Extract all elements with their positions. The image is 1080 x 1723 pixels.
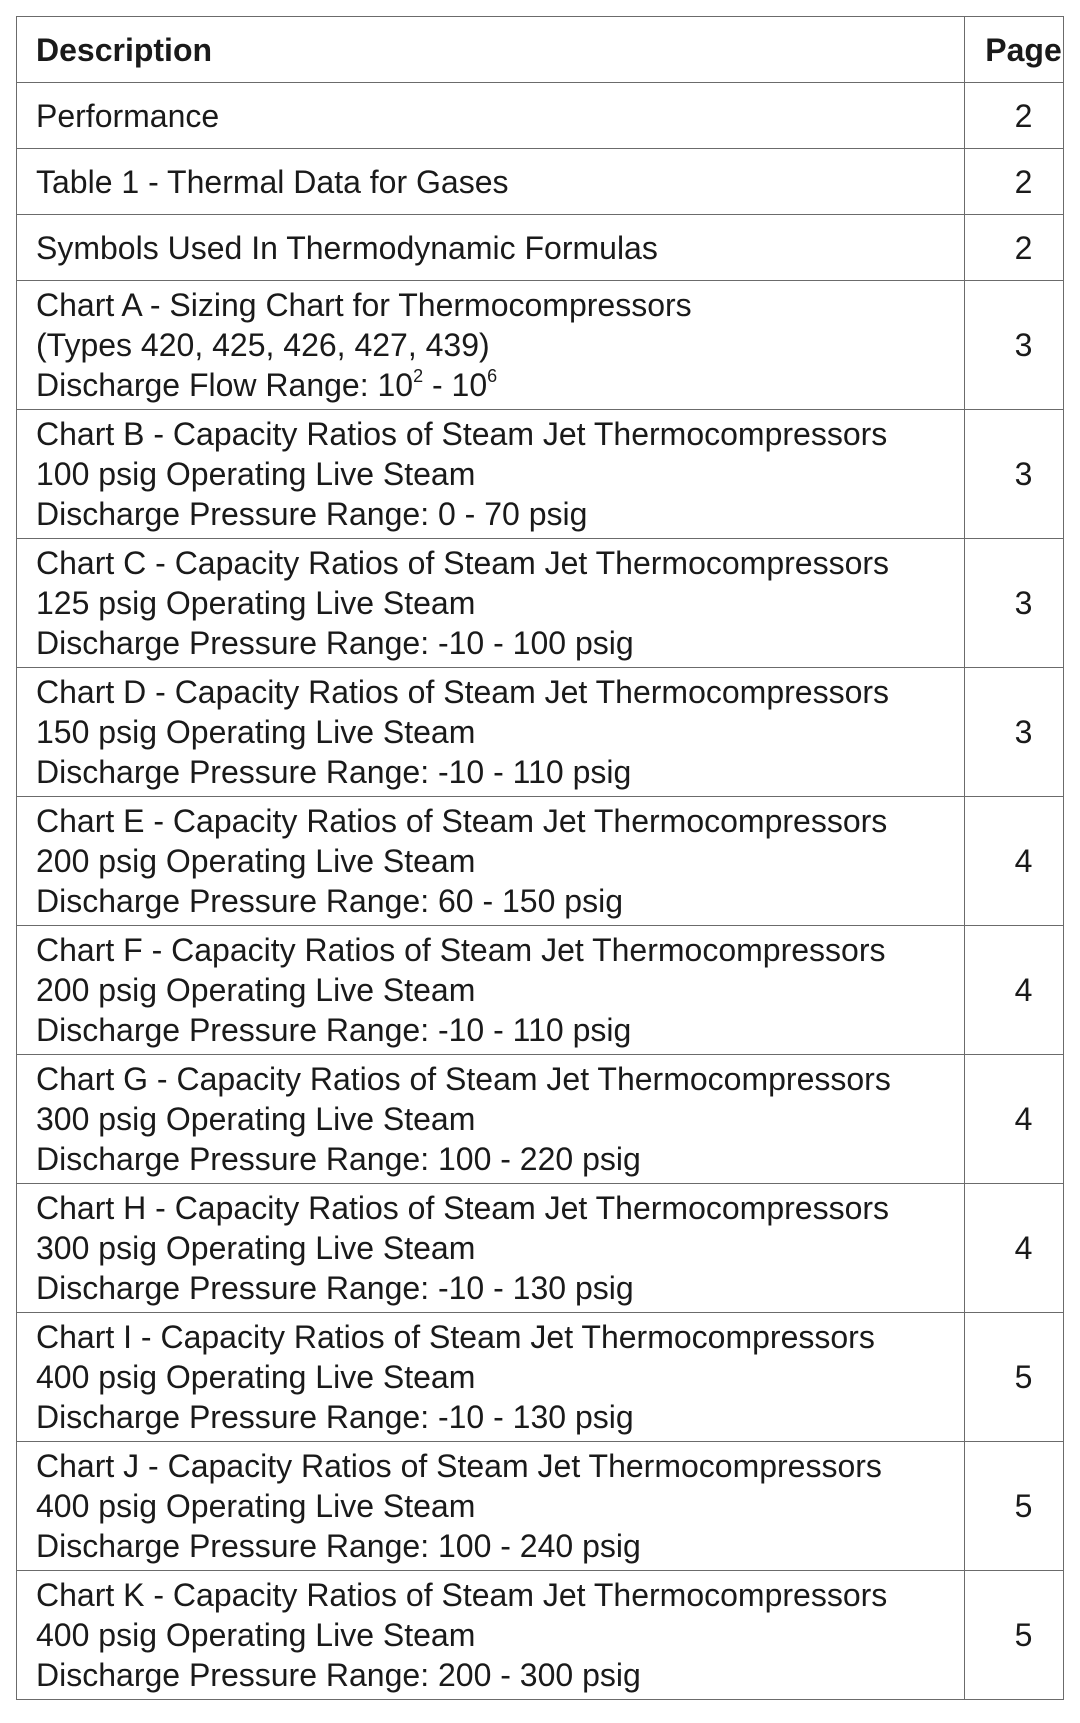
contents-table — [16, 16, 1064, 1700]
description-line: 300 psig Operating Live Steam — [36, 1101, 476, 1137]
page-header: Page — [965, 17, 1064, 83]
description-cell — [17, 1571, 965, 1700]
description-cell — [17, 410, 965, 539]
table-row — [17, 539, 1064, 668]
description-line: Discharge Pressure Range: -10 - 130 psig — [36, 1399, 634, 1435]
description-line: Discharge Pressure Range: -10 - 130 psig — [36, 1270, 634, 1306]
page-number-cell: 3 — [965, 410, 1064, 539]
description-cell — [17, 539, 965, 668]
description-line: Discharge Pressure Range: 100 - 240 psig — [36, 1528, 641, 1564]
description-line: Chart D - Capacity Ratios of Steam Jet Thermocompressors — [36, 674, 890, 710]
description-cell — [17, 1055, 965, 1184]
table-row — [17, 1055, 1064, 1184]
page-number-cell: 4 — [965, 1055, 1064, 1184]
description-line: 100 psig Operating Live Steam — [36, 456, 476, 492]
description-line: Chart I - Capacity Ratios of Steam Jet Thermocompressors — [36, 1319, 875, 1355]
description-cell — [17, 797, 965, 926]
description-line: Discharge Pressure Range: 200 - 300 psig — [36, 1657, 641, 1693]
description-line: Discharge Pressure Range: -10 - 110 psig — [36, 754, 632, 790]
page-number-cell: 2 — [965, 83, 1064, 149]
description-line: Table 1 - Thermal Data for Gases — [36, 163, 509, 200]
description-line: 200 psig Operating Live Steam — [36, 972, 476, 1008]
page-number-cell: 4 — [965, 1184, 1064, 1313]
table-row — [17, 1442, 1064, 1571]
table-row — [17, 149, 1064, 215]
flow-range-prefix: Discharge Flow Range: 10 — [36, 367, 414, 403]
description-line: Chart K - Capacity Ratios of Steam Jet Thermocompressors — [36, 1577, 888, 1613]
page-number-cell: 5 — [965, 1571, 1064, 1700]
description-cell — [17, 83, 965, 149]
table-row — [17, 83, 1064, 149]
description-line: (Types 420, 425, 426, 427, 439) — [36, 327, 490, 363]
description-cell — [17, 1442, 965, 1571]
description-line: 125 psig Operating Live Steam — [36, 585, 476, 621]
description-line: Discharge Pressure Range: -10 - 100 psig — [36, 625, 634, 661]
description-line: Discharge Pressure Range: -10 - 110 psig — [36, 1012, 632, 1048]
table-row — [17, 1184, 1064, 1313]
table-row — [17, 926, 1064, 1055]
description-cell — [17, 149, 965, 215]
page-number-cell: 2 — [965, 149, 1064, 215]
contents-body — [17, 83, 1064, 1700]
flow-range-middle: - 10 — [423, 367, 488, 403]
page-number-cell: 3 — [965, 668, 1064, 797]
page-number-cell: 5 — [965, 1313, 1064, 1442]
description-cell — [17, 926, 965, 1055]
page-number-cell: 5 — [965, 1442, 1064, 1571]
flow-range-exp2: 6 — [487, 366, 498, 387]
description-line: Discharge Pressure Range: 100 - 220 psig — [36, 1141, 641, 1177]
description-line: Performance — [36, 97, 220, 134]
description-line: Chart B - Capacity Ratios of Steam Jet Thermocompressors — [36, 416, 888, 452]
description-line: Chart F - Capacity Ratios of Steam Jet Thermocompressors — [36, 932, 886, 968]
description-line: 400 psig Operating Live Steam — [36, 1359, 476, 1395]
description-line: 400 psig Operating Live Steam — [36, 1617, 476, 1653]
description-line: Chart A - Sizing Chart for Thermocompressors — [36, 287, 692, 323]
table-row — [17, 281, 1064, 410]
table-row — [17, 1313, 1064, 1442]
description-line: Chart E - Capacity Ratios of Steam Jet Thermocompressors — [36, 803, 888, 839]
table-row — [17, 668, 1064, 797]
description-line: Chart G - Capacity Ratios of Steam Jet Thermocompressors — [36, 1061, 891, 1097]
description-line: Symbols Used In Thermodynamic Formulas — [36, 229, 658, 266]
header-row — [17, 17, 1064, 83]
page-number-cell: 3 — [965, 281, 1064, 410]
description-cell — [17, 281, 965, 410]
page-number-cell: 2 — [965, 215, 1064, 281]
description-line: 150 psig Operating Live Steam — [36, 714, 476, 750]
table-row — [17, 410, 1064, 539]
description-line: Chart C - Capacity Ratios of Steam Jet Thermocompressors — [36, 545, 890, 581]
table-row — [17, 215, 1064, 281]
description-line: Chart J - Capacity Ratios of Steam Jet Thermocompressors — [36, 1448, 882, 1484]
page-number-cell: 4 — [965, 926, 1064, 1055]
description-line: 400 psig Operating Live Steam — [36, 1488, 476, 1524]
flow-range-exp1: 2 — [413, 366, 424, 387]
page-number-cell: 4 — [965, 797, 1064, 926]
description-cell — [17, 215, 965, 281]
description-line: Discharge Pressure Range: 60 - 150 psig — [36, 883, 623, 919]
page-number-cell: 3 — [965, 539, 1064, 668]
description-cell — [17, 1313, 965, 1442]
description-cell — [17, 1184, 965, 1313]
description-line: Discharge Pressure Range: 0 - 70 psig — [36, 496, 588, 532]
flow-range-line — [36, 365, 964, 405]
description-cell — [17, 668, 965, 797]
description-line: 300 psig Operating Live Steam — [36, 1230, 476, 1266]
description-line: 200 psig Operating Live Steam — [36, 843, 476, 879]
table-row — [17, 797, 1064, 926]
description-line: Chart H - Capacity Ratios of Steam Jet Thermocompressors — [36, 1190, 890, 1226]
table-row — [17, 1571, 1064, 1700]
description-header: Description — [17, 17, 965, 83]
